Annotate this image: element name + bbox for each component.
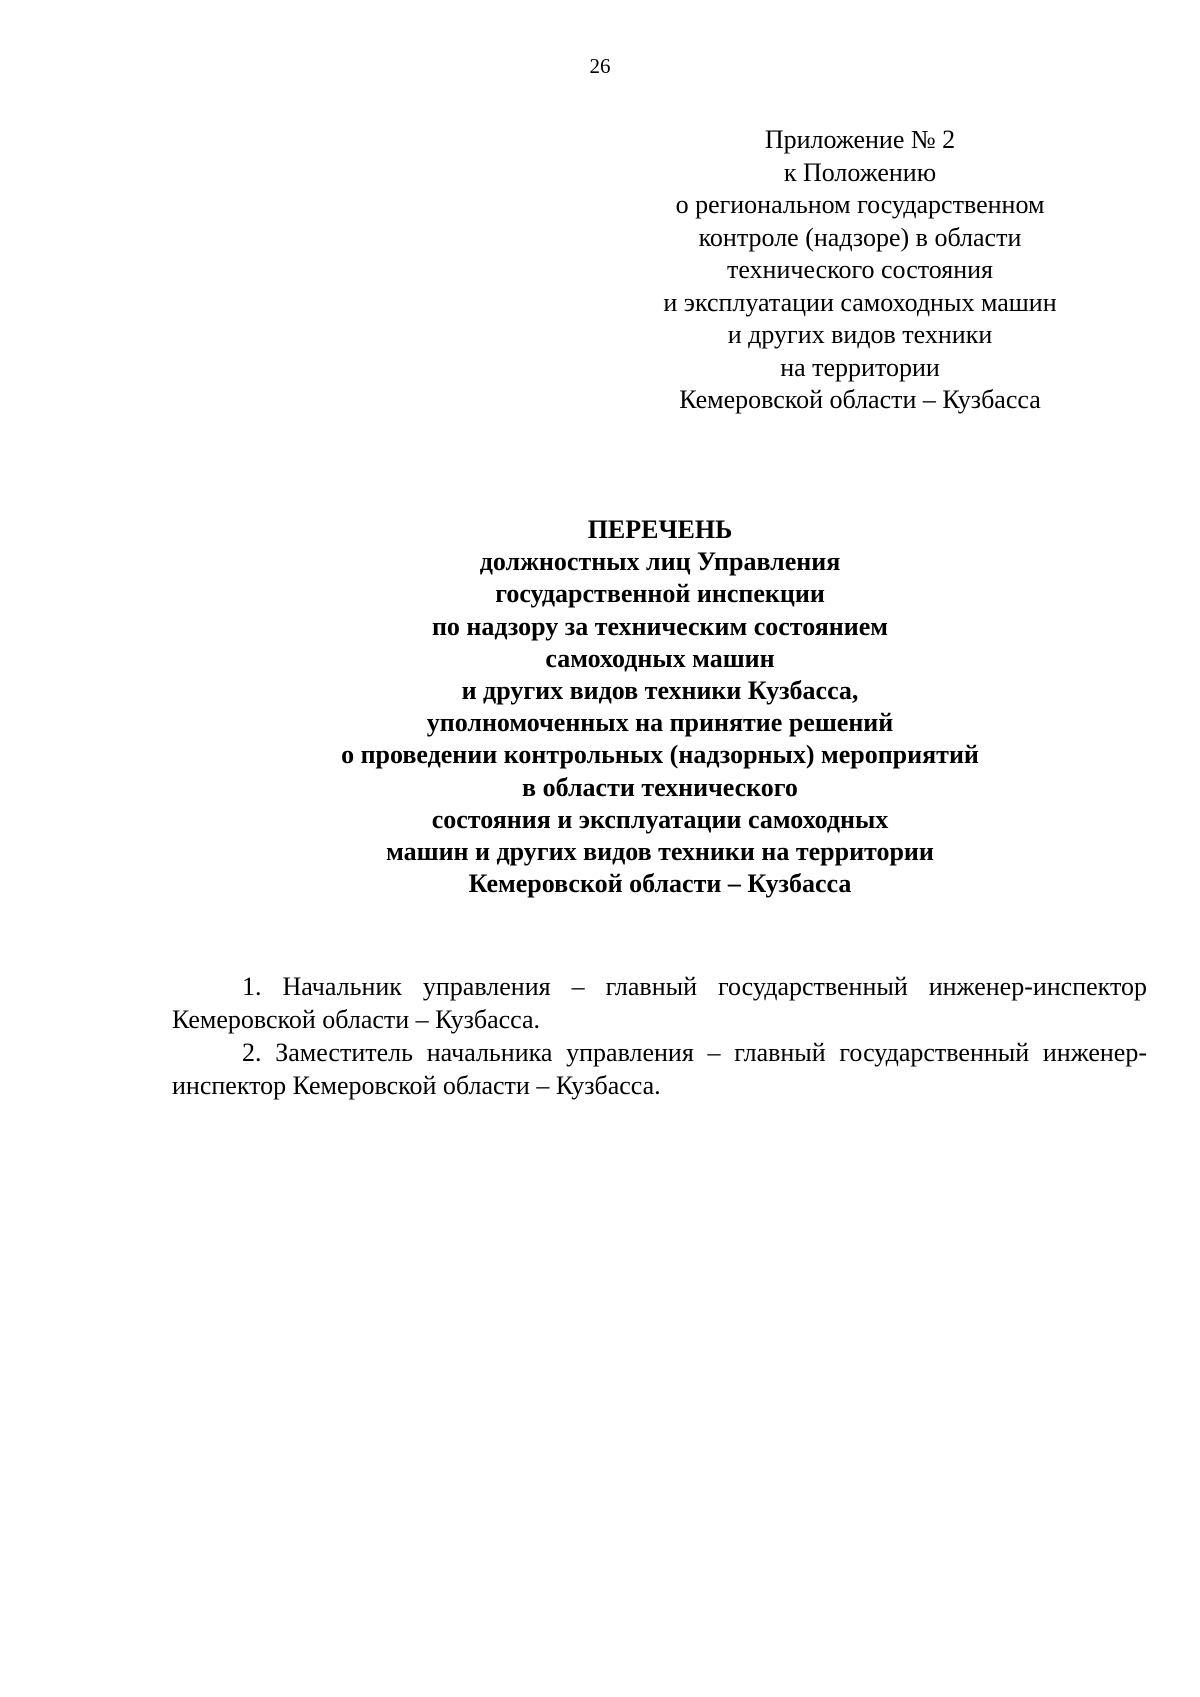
title-line: государственной инспекции: [495, 579, 825, 609]
appendix-line: Кемеровской области – Кузбасса: [679, 385, 1041, 414]
title-line: о проведении контрольных (надзорных) мероприятий: [341, 740, 979, 770]
title-line: в области технического: [522, 772, 798, 802]
title-line: ПЕРЕЧЕНЬ: [587, 515, 733, 544]
title-line: и других видов техники Кузбасса,: [461, 676, 859, 706]
title-line: самоходных машин: [545, 643, 775, 673]
appendix-line: технического состояния: [726, 255, 994, 284]
list-item: 1. Начальник управления – главный государственный инженер-инспектор Кемеровской области – Кузбасса.: [172, 972, 1147, 1034]
title-line: уполномоченных на принятие решений: [426, 708, 894, 738]
title-line: Кемеровской области – Кузбасса: [468, 869, 852, 899]
appendix-line: о региональном государственном: [675, 190, 1045, 219]
appendix-line: и эксплуатации самоходных машин: [663, 287, 1057, 317]
appendix-line: на территории: [780, 352, 940, 382]
title-line: должностных лиц Управления: [479, 547, 841, 577]
title-line: машин и других видов техники на территории: [386, 837, 934, 867]
appendix-line: к Положению: [783, 157, 937, 187]
appendix-line: Приложение № 2: [764, 125, 956, 154]
appendix-line: контроле (надзоре) в области: [698, 222, 1022, 252]
document-title: [170, 514, 1150, 900]
appendix-line: и других видов техники: [727, 320, 993, 349]
list-body: [172, 970, 1147, 1102]
appendix-header: [640, 124, 1080, 417]
title-line: по надзору за техническим состоянием: [431, 611, 889, 641]
page-number: 26: [589, 54, 611, 78]
title-line: состояния и эксплуатации самоходных: [431, 804, 889, 834]
list-item: 2. Заместитель начальника управления – главный государственный инженер-инспектор Кемеровской области – Кузбасса.: [172, 1038, 1147, 1100]
